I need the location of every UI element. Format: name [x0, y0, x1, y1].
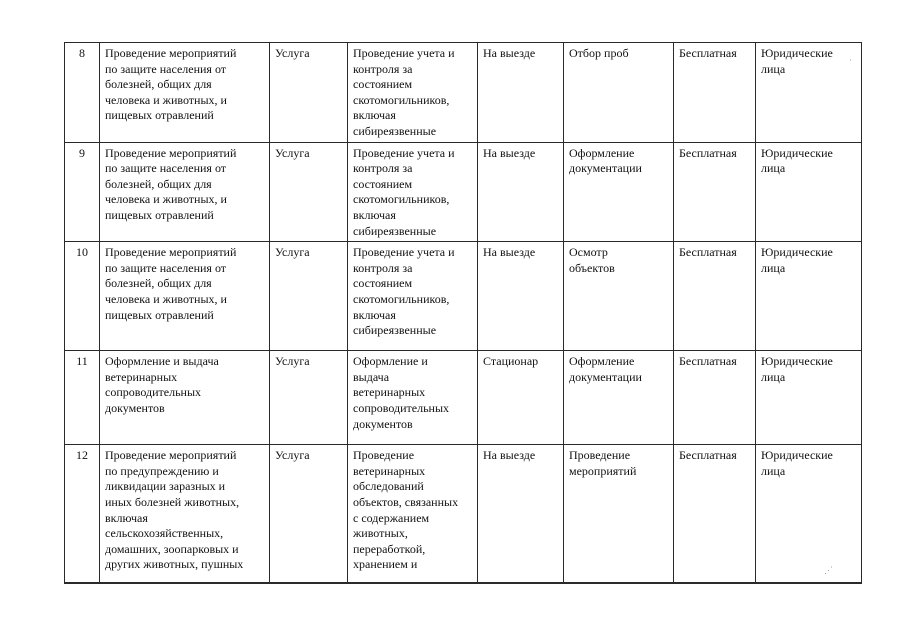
service-action: Проведение мероприятий — [564, 445, 674, 583]
table-row — [65, 142, 862, 242]
service-action: Оформление документации — [564, 142, 674, 242]
service-content: Проведение ветеринарных обследований объектов, связанных с содержанием животных, переработкой, хранением и — [348, 445, 478, 583]
service-cost: Бесплатная — [674, 242, 756, 351]
service-name: Проведение мероприятий по защите населения от болезней, общих для человека и животных, и пищевых отравлений — [100, 242, 270, 351]
row-number: 9 — [65, 142, 100, 242]
service-name: Проведение мероприятий по защите населения от болезней, общих для человека и животных, и пищевых отравлений — [100, 43, 270, 143]
scan-speck: ⋰ — [824, 565, 833, 575]
service-recipients: Юридические лица — [756, 142, 862, 242]
row-number: 10 — [65, 242, 100, 351]
service-type: Услуга — [270, 43, 348, 143]
table-row — [65, 242, 862, 351]
service-recipients: Юридические лица — [756, 351, 862, 445]
service-name: Оформление и выдача ветеринарных сопроводительных документов — [100, 351, 270, 445]
service-recipients: Юридические лица — [756, 43, 862, 143]
service-content: Оформление и выдача ветеринарных сопроводительных документов — [348, 351, 478, 445]
service-action: Отбор проб — [564, 43, 674, 143]
service-action: Оформление документации — [564, 351, 674, 445]
service-content: Проведение учета и контроля за состоянием скотомогильников, включая сибиреязвенные — [348, 242, 478, 351]
scan-speck: · — [849, 55, 852, 65]
service-place: Стационар — [478, 351, 564, 445]
service-content: Проведение учета и контроля за состоянием скотомогильников, включая сибиреязвенные — [348, 43, 478, 143]
table-row — [65, 351, 862, 445]
service-content: Проведение учета и контроля за состоянием скотомогильников, включая сибиреязвенные — [348, 142, 478, 242]
service-recipients: Юридические лица — [756, 445, 862, 583]
services-table — [64, 42, 862, 584]
service-place: На выезде — [478, 142, 564, 242]
service-recipients: Юридические лица — [756, 242, 862, 351]
service-cost: Бесплатная — [674, 445, 756, 583]
service-place: На выезде — [478, 43, 564, 143]
row-number: 11 — [65, 351, 100, 445]
service-action: Осмотр объектов — [564, 242, 674, 351]
table-row — [65, 445, 862, 583]
service-type: Услуга — [270, 142, 348, 242]
row-number: 8 — [65, 43, 100, 143]
service-place: На выезде — [478, 242, 564, 351]
service-type: Услуга — [270, 242, 348, 351]
table-row — [65, 43, 862, 143]
service-type: Услуга — [270, 445, 348, 583]
row-number: 12 — [65, 445, 100, 583]
service-name: Проведение мероприятий по защите населения от болезней, общих для человека и животных, и пищевых отравлений — [100, 142, 270, 242]
service-type: Услуга — [270, 351, 348, 445]
service-place: На выезде — [478, 445, 564, 583]
service-cost: Бесплатная — [674, 351, 756, 445]
service-name: Проведение мероприятий по предупреждению и ликвидации заразных и иных болезней животных, включая сельскохозяйственных, домашних, зоопарковых и других животных, пушных — [100, 445, 270, 583]
service-cost: Бесплатная — [674, 43, 756, 143]
service-cost: Бесплатная — [674, 142, 756, 242]
